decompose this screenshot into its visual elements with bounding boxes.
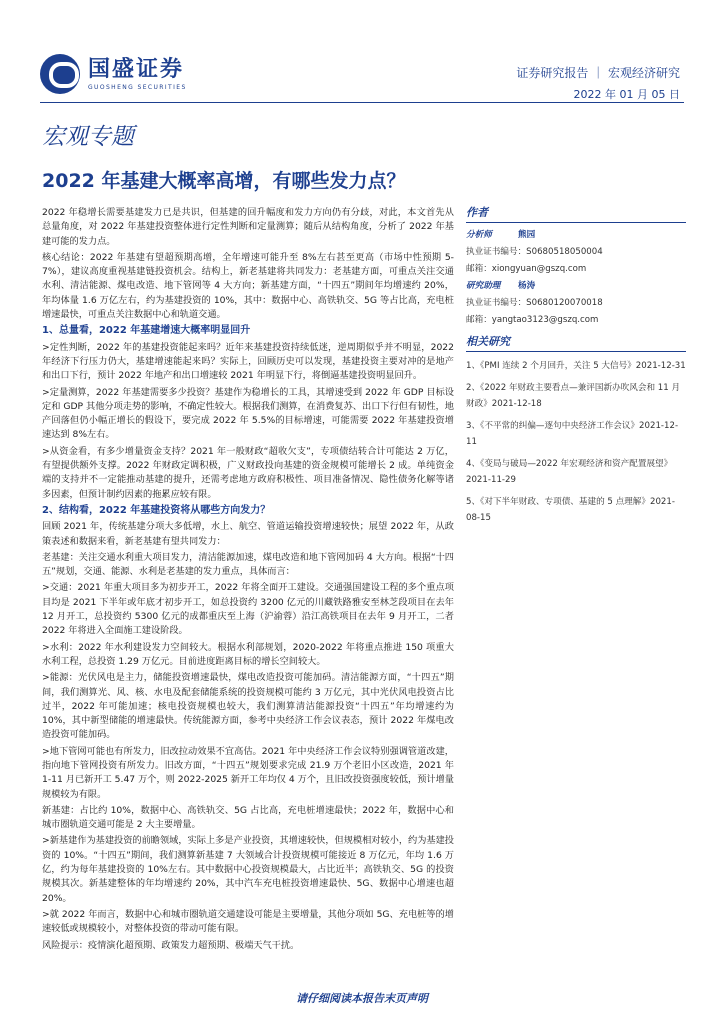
report-date: 2022 年 01 月 05 日 bbox=[573, 88, 680, 101]
section-heading: 1、总量看，2022 年基建增速大概率明显回升 bbox=[42, 325, 251, 337]
body-paragraph: 回顾 2021 年，传统基建分项大多低增，水上、航空、管道运输投资增速较快；展望 2022 年，从政策表述和数据来看，新老基建有望共同发力： bbox=[42, 521, 454, 547]
assistant-email[interactable]: 邮箱：yangtao3123@gszq.com bbox=[466, 315, 599, 325]
body-paragraph: >定量测算，2022 年基建需要多少投资？基建作为稳增长的工具，其增速受到 2022 年 GDP 目标设定和 GDP 其他分项走势的影响，不确定性较大。根据我们测算，在消费复苏、出口下行但有韧性，地产回落但仍小幅正增长的假设下，要完成 2022 年 5.5%的目标增速，可能需要 2022 年基建投资增速达到 8%左右。 bbox=[42, 386, 454, 441]
report-type: 证券研究报告 ｜ 宏观经济研究 bbox=[516, 66, 680, 80]
author-heading: 作者 bbox=[466, 206, 686, 223]
related-research-item[interactable]: 2、《2022 年财政主要看点—兼评国新办吹风会和 11 月财政》2021-12-18 bbox=[466, 383, 681, 409]
body-paragraph: >定性判断，2022 年的基建投资能起来吗？近年来基建投资持续低迷，逆周期似乎并不明显，2022 年经济下行压力仍大，基建增速能起来吗？实际上，回顾历史可以发现，基建投资主要对冲的是地产和出口下行，预计 2022 年地产和出口增速较 2021 年明显下行，将倒逼基建投资明显回升。 bbox=[42, 341, 454, 382]
guosheng-logo-icon bbox=[40, 54, 80, 94]
logo-english-name: GUOSHENG SECURITIES bbox=[88, 83, 187, 91]
related-research-item[interactable]: 5、《对下半年财政、专项债、基建的 5 点理解》2021-08-15 bbox=[466, 497, 675, 523]
analyst-name: 熊园 bbox=[518, 230, 536, 240]
logo-chinese-name: 国盛证券 bbox=[88, 56, 185, 82]
analyst-certificate: 执业证书编号：S0680518050004 bbox=[466, 247, 603, 257]
body-paragraph: >交通：2021 年重大项目多为初步开工，2022 年将全面开工建设。交通强国建设工程的多个重点项目均是 2021 下半年或年底才初步开工，如总投资约 3200 亿元的川藏铁路雅安至林芝段项目在去年 12 月开工，总投资约 5300 亿元的成都重庆至上海（沪渝蓉）沿江高铁项目在去年 9 月开工，二者 2022 年将进入全面施工建设阶段。 bbox=[42, 582, 454, 637]
related-research-item[interactable]: 3、《不平常的纠偏—逐句中央经济工作会议》2021-12-11 bbox=[466, 421, 679, 447]
section-title: 宏观专题 bbox=[42, 124, 134, 150]
analyst-email[interactable]: 邮箱：xiongyuan@gszq.com bbox=[466, 264, 587, 274]
assistant-certificate: 执业证书编号：S0680120070018 bbox=[466, 298, 603, 308]
footer-disclaimer: 请仔细阅读本报告末页声明 bbox=[296, 992, 428, 1005]
assistant-name: 杨涛 bbox=[518, 281, 536, 291]
body-paragraph: 核心结论：2022 年基建有望超预期高增，全年增速可能升至 8%左右甚至更高（市场中性预期 5-7%），建议高度重视基建链投资机会。结构上，新老基建将共同发力：老基建方面，可重点关注交通水利、清洁能源、煤电改造、地下管网等 4 大方向；新基建方面，“十四五”期间年均增速约 20%，年均体量 1.6 万亿左右，约为基建投资的 10%，其中：数据中心、高铁轨交、5G 等占比高，充电桩增速最快，可重点关注数据中心和轨道交通。 bbox=[42, 251, 454, 321]
body-paragraph: 2022 年稳增长需要基建发力已是共识，但基建的回升幅度和发力方向仍有分歧，对此，本文首先从总量角度，对 2022 年基建投资整体进行定性判断和定量测算；随后从结构角度，分析了 2022 年基建可能的发力点。 bbox=[42, 207, 454, 247]
body-paragraph: >就 2022 年而言，数据中心和城市圈轨道交通建设可能是主要增量，其他分项如 5G、充电桩等的增速较低或规模较小，对整体投资的带动可能有限。 bbox=[42, 908, 454, 935]
related-research-heading: 相关研究 bbox=[466, 335, 686, 352]
report-body bbox=[42, 206, 454, 955]
body-paragraph: 老基建：关注交通水利重大项目发力，清洁能源加速，煤电改造和地下管网加码 4 大方向。根据“十四五”规划，交通、能源、水利是老基建的发力重点，具体而言： bbox=[42, 551, 454, 578]
body-paragraph: >能源：光伏风电是主力，储能投资增速最快，煤电改造投资可能加码。清洁能源方面，“十四五”期间，我们测算光、风、核、水电及配套储能系统的投资规模可能约 3 万亿元，其中光伏风电投资占比过半，2022 年可能加速；核电投资规模也较大，我们测算清洁能源投资“十四五”年均增速约为 10%，其中新型储能的增速最快。传统能源方面，参考中央经济工作会议表态，预计 2022 年煤电改造投资可能加码。 bbox=[42, 672, 454, 741]
analyst-label: 分析师 bbox=[466, 230, 492, 240]
company-logo bbox=[40, 54, 187, 94]
body-paragraph: >地下管网可能也有所发力，旧改拉动效果不宜高估。2021 年中央经济工作会议特别强调管道改建，指向地下管网投资有所发力。旧改方面，“十四五”规划要求完成 21.9 万个老旧小区改造，2021 年 1-11 月已新开工 5.47 万个，则 2022-2025 新开工年均仅 4 万个，且旧改投资强度较低，预计增量规模较为有限。 bbox=[42, 745, 454, 800]
report-title: 2022 年基建大概率高增，有哪些发力点？ bbox=[42, 170, 406, 192]
body-paragraph: >新基建作为基建投资的前瞻领域，实际上多是产业投资，其增速较快，但规模相对较小，约为基建投资的 10%。“十四五”期间，我们测算新基建 7 大领域合计投资规模可能接近 8 万亿元，年均 1.6 万亿，约为每年基建投资的 10%左右。其中数据中心投资规模最大，占比近半；高铁轨交、5G 的投资规模其次。新基建整体的年均增速约 20%，其中汽车充电桩投资增速最快、5G、数据中心增速也超 20%。 bbox=[42, 835, 454, 904]
related-research-list bbox=[466, 358, 686, 526]
section-heading: 2、结构看，2022 年基建投资将从哪些方向发力？ bbox=[42, 504, 271, 516]
header-divider bbox=[40, 102, 684, 103]
related-research-item[interactable]: 4、《变局与破局—2022 年宏观经济和资产配置展望》2021-11-29 bbox=[466, 459, 673, 485]
assistant-label: 研究助理 bbox=[466, 281, 501, 291]
related-research-item[interactable]: 1、《PMI 连续 2 个月回升，关注 5 大信号》2021-12-31 bbox=[466, 361, 686, 371]
body-paragraph: >从资金看，有多少增量资金支持？2021 年一般财政“超收欠支”，专项债结转合计可能达 2 万亿，有望提供额外支撑。2022 年财政定调积极，广义财政投向基建的资金规模可能增长 2 成。单纯资金端的支持并不一定能推动基建的提升，还需考虑地方政府积极性、项目准备情况、隐性债务化解等诸多因素，但预计制约因素的拖累应较有限。 bbox=[42, 445, 454, 500]
body-paragraph: 风险提示：疫情演化超预期、政策发力超预期、极端天气干扰。 bbox=[42, 939, 300, 951]
sidebar bbox=[466, 206, 686, 532]
body-paragraph: 新基建：占比约 10%，数据中心、高铁轨交、5G 占比高，充电桩增速最快；2022 年，数据中心和城市圈轨道交通可能是 2 大主要增量。 bbox=[42, 804, 454, 831]
body-paragraph: >水利：2022 年水利建设发力空间较大。根据水利部规划，2020-2022 年将重点推进 150 项重大水利工程，总投资 1.29 万亿元。目前进度距离目标的增长空间较大。 bbox=[42, 641, 454, 667]
